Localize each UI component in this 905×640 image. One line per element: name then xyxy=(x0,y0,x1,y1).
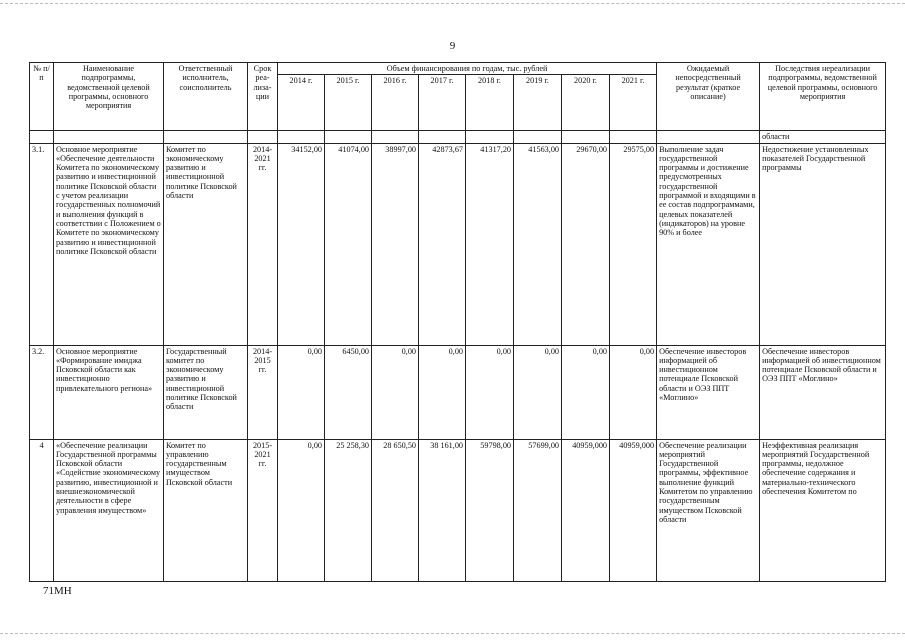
year-header: 2018 г. xyxy=(466,75,514,131)
header-num: № п/п xyxy=(30,63,54,131)
carry-over-cell xyxy=(248,131,278,143)
header-result: Ожидаемый непосредственный результат (краткое описание) xyxy=(657,63,760,131)
carry-over-cell xyxy=(325,131,372,143)
year-header: 2015 г. xyxy=(325,75,372,131)
row-executor: Комитет по управлению государственным имуществом Псковской области xyxy=(164,439,248,581)
row-value: 29670,00 xyxy=(562,143,610,345)
year-header: 2019 г. xyxy=(514,75,562,131)
table-row xyxy=(30,439,886,581)
table-row xyxy=(30,345,886,439)
header-funding: Объем финансирования по годам, тыс. рублей xyxy=(278,63,657,75)
carry-over-cell xyxy=(54,131,164,143)
row-value: 29575,00 xyxy=(610,143,657,345)
row-result: Обеспечение инвесторов информацией об инвестиционном потенциале Псковской области и ОЭЗ ППТ «Моглино» xyxy=(657,345,760,439)
carry-over-cell xyxy=(657,131,760,143)
row-consequences: Недостижение установленных показателей Государственной программы xyxy=(760,143,886,345)
row-value: 42873,67 xyxy=(419,143,466,345)
row-executor: Комитет по экономическому развитию и инвестиционной политике Псковской области xyxy=(164,143,248,345)
row-value: 0,00 xyxy=(562,345,610,439)
year-header: 2016 г. xyxy=(372,75,419,131)
row-value: 59798,00 xyxy=(466,439,514,581)
header-term: Срок реа-лиза-ции xyxy=(248,63,278,131)
row-term: 2015-2021 гг. xyxy=(248,439,278,581)
row-value: 0,00 xyxy=(514,345,562,439)
row-value: 57699,00 xyxy=(514,439,562,581)
row-term: 2014-2021 гг. xyxy=(248,143,278,345)
row-value: 0,00 xyxy=(372,345,419,439)
row-value: 41563,00 xyxy=(514,143,562,345)
header-consequences: Последствия нереализации подпрограммы, ведомственной целевой программы, основного мероприятия xyxy=(760,63,886,131)
row-num: 3.2. xyxy=(30,345,54,439)
row-value: 38997,00 xyxy=(372,143,419,345)
carry-over-cell xyxy=(610,131,657,143)
carry-over-cell xyxy=(514,131,562,143)
row-value: 41074,00 xyxy=(325,143,372,345)
row-value: 0,00 xyxy=(278,345,325,439)
footer-code: 71МН xyxy=(43,585,72,597)
row-name: Основное мероприятие «Формирование имиджа Псковской области как инвестиционно привлекательного региона» xyxy=(54,345,164,439)
year-header: 2020 г. xyxy=(562,75,610,131)
row-value: 0,00 xyxy=(419,345,466,439)
row-num: 4 xyxy=(30,439,54,581)
row-value: 25 258,30 xyxy=(325,439,372,581)
row-executor: Государственный комитет по экономическому развитию и инвестиционной политике Псковской области xyxy=(164,345,248,439)
row-num: 3.1. xyxy=(30,143,54,345)
row-name: «Обеспечение реализации Государственной программы Псковской области «Содействие экономическому развитию, инвестиционной и внешнеэкономической деятельности в сфере управления имуществом» xyxy=(54,439,164,581)
row-value: 34152,00 xyxy=(278,143,325,345)
row-value: 38 161,00 xyxy=(419,439,466,581)
row-value: 40959,000 xyxy=(610,439,657,581)
carry-over-consequences: области xyxy=(760,131,886,143)
row-result: Обеспечение реализации мероприятий Государственной программы, эффективное выполнение функций Комитетом по управлению государственным имуществом Псковской области xyxy=(657,439,760,581)
row-value: 0,00 xyxy=(610,345,657,439)
carry-over-cell xyxy=(372,131,419,143)
row-result: Выполнение задач государственной программы и достижение предусмотренных государственной программой и входящими в ее состав подпрограммами, целевых показателей (индикаторов) на уровне 90% и более xyxy=(657,143,760,345)
header-name: Наименование подпрограммы, ведомственной целевой программы, основного мероприятия xyxy=(54,63,164,131)
carry-over-cell xyxy=(419,131,466,143)
row-value: 40959,000 xyxy=(562,439,610,581)
row-value: 28 650,50 xyxy=(372,439,419,581)
carry-over-cell xyxy=(164,131,248,143)
year-header: 2021 г. xyxy=(610,75,657,131)
top-scan-edge xyxy=(0,3,905,4)
funding-table xyxy=(29,62,886,582)
carry-over-cell xyxy=(278,131,325,143)
year-header: 2017 г. xyxy=(419,75,466,131)
page-number: 9 xyxy=(449,40,456,52)
carry-over-cell xyxy=(466,131,514,143)
table-row xyxy=(30,143,886,345)
row-consequences: Обеспечение инвесторов информацией об инвестиционном потенциале Псковской области и ОЭЗ ППТ «Моглино» xyxy=(760,345,886,439)
bottom-scan-edge xyxy=(0,633,905,634)
row-value: 0,00 xyxy=(278,439,325,581)
row-value: 41317,20 xyxy=(466,143,514,345)
row-consequences: Неэффективная реализация мероприятий Государственной программы, недолжное обеспечение содержания и материально-технического обеспечения Комитетом по xyxy=(760,439,886,581)
carry-over-row xyxy=(30,131,886,143)
row-name: Основное мероприятие «Обеспечение деятельности Комитета по экономическому развитию и инвестиционной политике Псковской области с учетом реализации государственных полномочий и выполнения функций в соответствии с Положением о Комитете по экономическому развитию и инвестиционной политике Псковской области xyxy=(54,143,164,345)
year-header: 2014 г. xyxy=(278,75,325,131)
row-value: 0,00 xyxy=(466,345,514,439)
row-value: 6450,00 xyxy=(325,345,372,439)
carry-over-cell xyxy=(30,131,54,143)
header-executor: Ответственный исполнитель, соисполнитель xyxy=(164,63,248,131)
row-term: 2014-2015 гг. xyxy=(248,345,278,439)
carry-over-cell xyxy=(562,131,610,143)
